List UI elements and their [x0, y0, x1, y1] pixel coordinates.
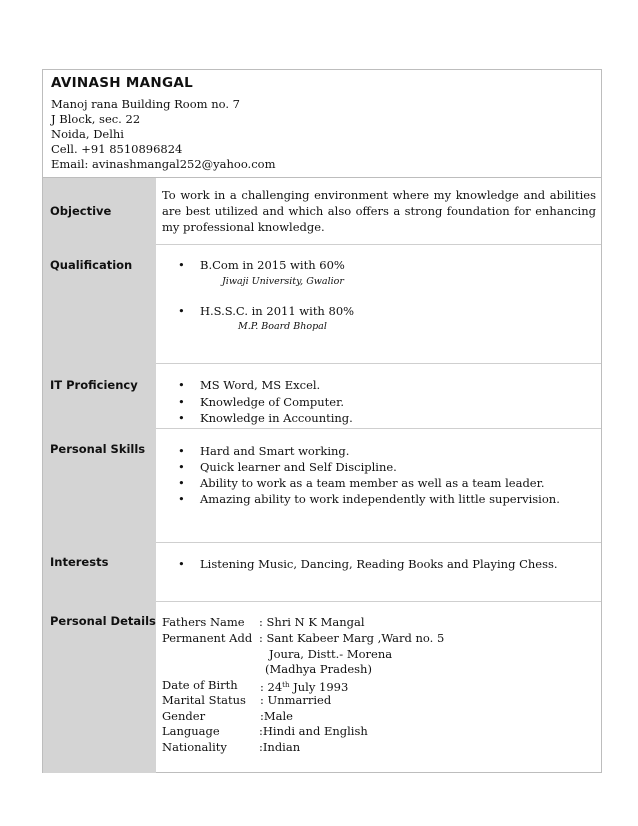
detail-value: Joura, Distt.- Morena — [269, 647, 393, 661]
interest-item: • Listening Music, Dancing, Reading Books and Playing Chess. — [200, 557, 558, 572]
detail-key: Nationality — [162, 740, 227, 754]
resume-header — [43, 70, 601, 178]
address-line: J Block, sec. 22 — [51, 112, 141, 126]
detail-value: :Indian — [259, 740, 301, 754]
detail-key: Gender — [162, 709, 206, 723]
qualification-item: • H.S.S.C. in 2011 with 80% — [200, 304, 354, 319]
it-item: • MS Word, MS Excel. — [200, 378, 320, 393]
row-divider — [156, 601, 601, 602]
qualification-label: Qualification — [50, 258, 133, 272]
detail-key: Permanent Add — [162, 631, 253, 645]
detail-value: : Sant Kabeer Marg ,Ward no. 5 — [259, 631, 445, 645]
dob-ordinal: th — [282, 681, 290, 689]
detail-value: : Unmarried — [260, 693, 332, 707]
personal-details-label: Personal Details — [50, 614, 156, 628]
address-line: Noida, Delhi — [51, 127, 124, 141]
detail-key: Language — [162, 724, 220, 738]
dob-month-year: July 1993 — [289, 680, 349, 694]
cell-number: Cell. +91 8510896824 — [51, 142, 183, 156]
detail-value: (Madhya Pradesh) — [265, 662, 372, 676]
qualification-item: • B.Com in 2015 with 60% — [200, 258, 345, 273]
objective-text: To work in a challenging environment where my knowledge and abilities are best utilized and which also offers a strong foundation for enhancing my professional knowledge. — [162, 188, 596, 234]
row-divider — [156, 428, 601, 429]
detail-key: Date of Birth — [162, 678, 238, 692]
it-item: • Knowledge of Computer. — [200, 395, 344, 410]
objective-label: Objective — [50, 204, 112, 218]
candidate-name: AVINASH MANGAL — [51, 75, 193, 91]
row-divider — [156, 363, 601, 364]
row-divider — [156, 244, 601, 245]
qualification-detail: Jiwaji University, Gwalior — [222, 276, 344, 287]
skill-item: • Ability to work as a team member as well as a team leader. — [200, 476, 545, 491]
detail-value: :Hindi and English — [259, 724, 368, 738]
detail-key: Marital Status — [162, 693, 246, 707]
detail-value: :Male — [260, 709, 293, 723]
skill-item: • Hard and Smart working. — [200, 444, 349, 459]
skill-item: • Quick learner and Self Discipline. — [200, 460, 397, 475]
resume-table — [42, 69, 602, 773]
dob-day: : 24 — [260, 680, 283, 694]
it-item: • Knowledge in Accounting. — [200, 411, 353, 426]
skill-item: • Amazing ability to work independently with little supervision. — [200, 492, 560, 507]
detail-key: Fathers Name — [162, 615, 245, 629]
personal-skills-label: Personal Skills — [50, 442, 146, 456]
interests-label: Interests — [50, 555, 109, 569]
qualification-detail: M.P. Board Bhopal — [238, 321, 327, 332]
detail-value: : Shri N K Mangal — [259, 615, 365, 629]
row-divider — [156, 542, 601, 543]
it-proficiency-label: IT Proficiency — [50, 378, 138, 392]
address-line: Manoj rana Building Room no. 7 — [51, 97, 240, 111]
email: Email: avinashmangal252@yahoo.com — [51, 157, 276, 171]
